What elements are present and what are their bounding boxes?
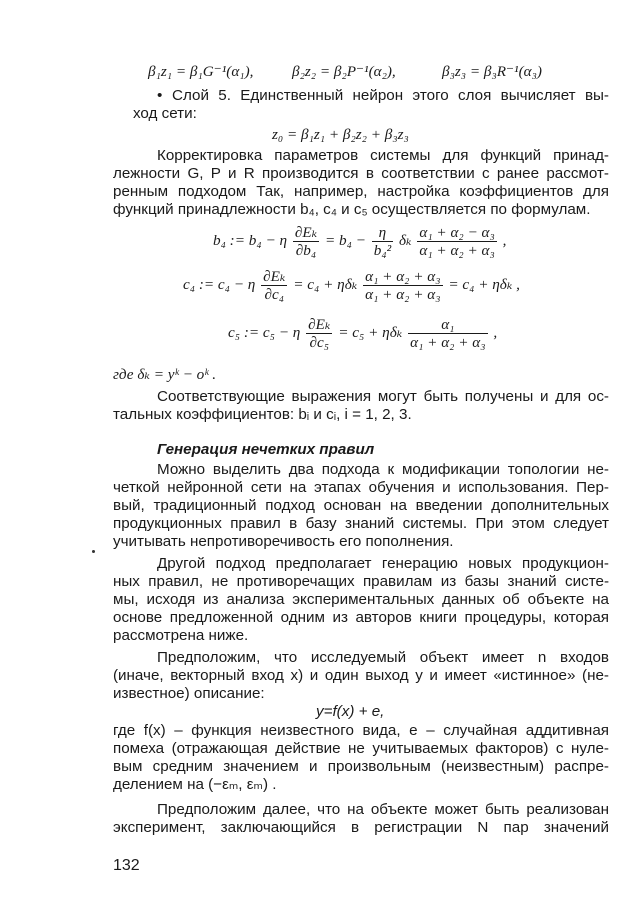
b4-frac-alpha (417, 224, 496, 259)
p5-line-2: эксперимент, заключающийся в регистрации N пар значений (113, 819, 609, 836)
c4-grad-num: ∂Eₖ (263, 268, 286, 285)
b4-frac-eta (372, 224, 393, 259)
b4-end: , (502, 231, 507, 249)
layer5-line-2: ход сети: (133, 105, 197, 122)
delta-definition: где δₖ = yᵏ − oᵏ . (113, 366, 217, 383)
formula-z2: β₂z₂ = β₂P⁻¹(α₂), (292, 63, 396, 80)
p2-line-2: ных правил, не противоречащих правилам из базы знаний систе- (113, 573, 609, 590)
b4-eta-den: b₄² (373, 242, 392, 259)
c4-alpha-num: α₁ + α₂ + α₃ (365, 268, 441, 285)
c4-alpha-den: α₁ + α₂ + α₃ (365, 286, 441, 303)
c4-frac-grad (261, 268, 287, 303)
c5-grad-num: ∂Eₖ (308, 316, 331, 333)
c5-grad-den: ∂c₅ (309, 334, 330, 351)
p1-line-1: Можно выделить два подхода к модификации топологии не- (157, 461, 609, 478)
b4-alpha-num: α₁ + α₂ − α₃ (419, 224, 495, 241)
p4-line-4: делением на (−εₘ, εₘ) . (113, 776, 277, 793)
c5-frac-alpha (408, 316, 487, 351)
correction-line-2: лежности G, P и R производится в соответствии с ранее рассмот- (113, 165, 609, 182)
formula-z3: β₃z₃ = β₃R⁻¹(α₃) (442, 63, 542, 80)
formula-b4 (213, 224, 506, 259)
speck-mark (92, 550, 95, 553)
p2-line-3: мы, исходя из анализа экспериментальных данных об объекте на (113, 591, 609, 608)
p1-line-4: продукционных правил в базу знаний системы. При этом следует (113, 515, 609, 532)
page-number: 132 (113, 857, 140, 874)
c5-lhs: c₅ := c₅ − η (228, 323, 301, 341)
b4-delta: δₖ (398, 231, 412, 249)
correction-line-4: функций принадлежности b₄, c₄ и c₅ осуществляется по формулам. (113, 201, 591, 218)
model-equation: y=f(x) + e, (316, 703, 385, 720)
b4-mid: = b₄ − (324, 231, 366, 249)
section-heading: Генерация нечетких правил (157, 441, 375, 458)
p1-line-2: четкой нейронной сети на этапах обучения и использования. Пер- (113, 479, 609, 496)
c4-grad-den: ∂c₄ (264, 286, 285, 303)
p4-line-1: где f(x) – функция неизвестного вида, e – случайная аддитивная (113, 722, 609, 739)
p2-line-1: Другой подход предполагает генерацию новых продукцион- (157, 555, 609, 572)
c4-frac-alpha (363, 268, 442, 303)
b4-lhs: b₄ := b₄ − η (213, 231, 288, 249)
p2-line-4: основе предложенной одним из авторов книги процедуры, которая (113, 609, 609, 626)
layer5-line-1: Слой 5. Единственный нейрон этого слоя вычисляет вы- (172, 87, 609, 104)
correction-line-3: ренным подходом Так, например, настройка коэффициентов для (113, 183, 609, 200)
p1-line-5: учитывать непротиворечивость его пополнения. (113, 533, 454, 550)
correction-line-1: Корректировка параметров системы для функций принад- (157, 147, 609, 164)
formula-c4 (183, 268, 520, 303)
p3-line-3: известное) описание: (113, 685, 265, 702)
c4-end: = c₄ + ηδₖ , (448, 275, 520, 293)
c5-alpha-den: α₁ + α₂ + α₃ (410, 334, 486, 351)
b4-frac-grad (293, 224, 319, 259)
p5-line-1: Предположим далее, что на объекте может быть реализован (157, 801, 609, 818)
similar-line-2: тальных коэффициентов: bᵢ и cᵢ, i = 1, 2, 3. (113, 406, 412, 423)
p1-line-3: вый, традиционный подход основан на введении дополнительных (113, 497, 609, 514)
c5-alpha-num: α₁ (408, 316, 487, 334)
p2-line-5: рассмотрена ниже. (113, 627, 249, 644)
p4-line-3: вым средним значением и произвольным (неизвестным) распре- (113, 758, 609, 775)
b4-grad-num: ∂Eₖ (294, 224, 318, 241)
b4-eta-num: η (372, 224, 393, 242)
bullet: • (157, 87, 163, 104)
p4-line-2: помеха (отражающая действие не учитываемых факторов) с нуле- (113, 740, 609, 757)
b4-grad-den: ∂b₄ (295, 242, 317, 259)
p3-line-1: Предположим, что исследуемый объект имеет n входов (157, 649, 609, 666)
output-formula: z₀ = β₁z₁ + β₂z₂ + β₃z₃ (272, 126, 409, 143)
b4-alpha-den: α₁ + α₂ + α₃ (419, 242, 495, 259)
c5-mid: = c₅ + ηδₖ (338, 323, 403, 341)
c4-lhs: c₄ := c₄ − η (183, 275, 256, 293)
p3-line-2: (иначе, векторный вход x) и один выход y и имеет «истинное» (не- (113, 667, 609, 684)
formula-c5 (228, 316, 497, 351)
similar-line-1: Соответствующие выражения могут быть получены и для ос- (157, 388, 609, 405)
c4-mid: = c₄ + ηδₖ (293, 275, 358, 293)
formula-z1: β₁z₁ = β₁G⁻¹(α₁), (148, 63, 254, 80)
c5-frac-grad (306, 316, 332, 351)
c5-end: , (493, 323, 498, 341)
